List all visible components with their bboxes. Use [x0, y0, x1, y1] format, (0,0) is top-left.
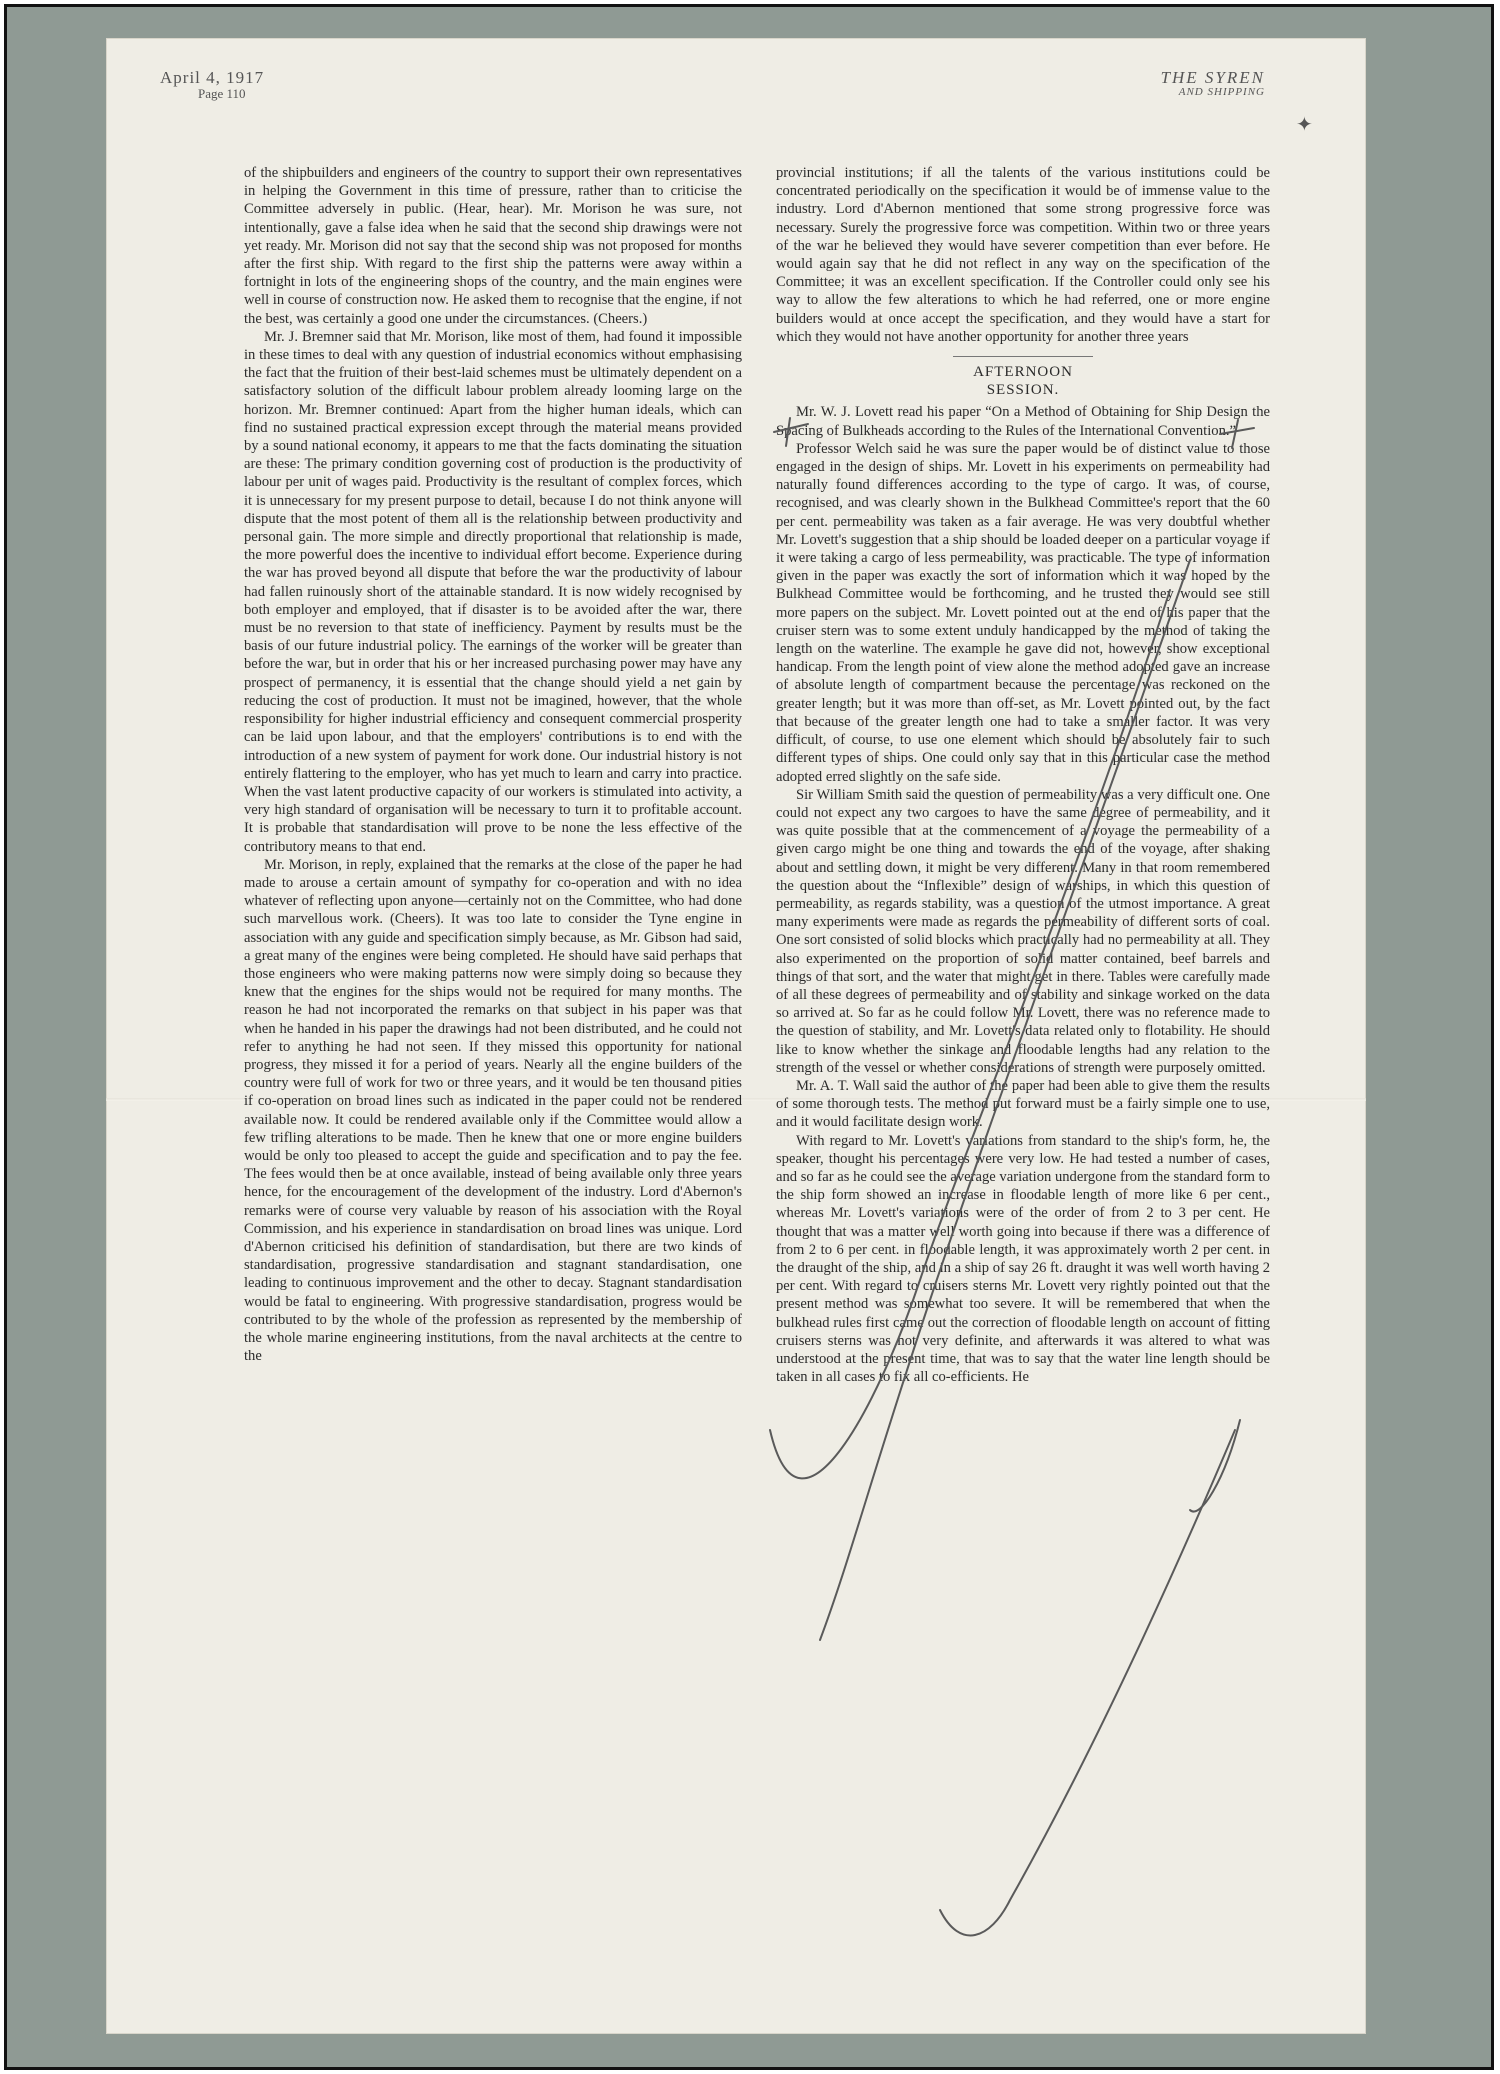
journal-subtitle: AND SHIPPING: [1178, 86, 1265, 98]
paragraph: provincial institutions; if all the talents of the various institutions could be concentrated periodically on the specification it would be of immense value to the industry. Lord d'Abernon mentioned that some strong progressive force was necessary. Surely the progressive force was competition. Within two or three years of the war he believed they would have severer competition than ever before. He would again say that he did not reflect in any way on the specification of the Committee; it was an excellent specification. If the Controller could only see his way to allow the few alterations to which he had referred, one or more engine builders would at once accept the specification, and they would have a start for which they would not have another opportunity for another three years: [776, 165, 1270, 345]
left-column: [244, 164, 742, 1365]
journal-title: THE SYREN: [1160, 68, 1265, 87]
paragraph: Mr. W. J. Lovett read his paper “On a Method of Obtaining for Ship Design the Spacing of Bulkheads according to the Rules of the International Convention.”: [776, 404, 1270, 439]
paragraph: Sir William Smith said the question of permeability was a very difficult one. One could not expect any two cargoes to have the same degree of permeability, and it was quite possible that at the commencement of a voyage the permeability of a given cargo might be one thing and towards the end of the voyage, after shaking about and settling down, it might be very different. Many in that room remembered the question about the “Inflexible” design of warships, in which this question of permeability, as regards stability, was a question of the utmost importance. A great many experiments were made as regards the permeability of different sorts of coal. One sort consisted of solid blocks which practically had no permeability at all. They also experimented on the proportion of solid matter contained, beef barrels and things of that sort, and the water that might get in there. Tables were carefully made of all these degrees of permeability and of stability and sinkage worked on the data so arrived at. So far as he could follow Mr. Lovett, there was no reference made to the question of stability, and Mr. Lovett's data related only to flotability. He should like to know whether the sinkage and floodable lengths had any relation to the strength of the vessel or whether considerations of strength were purposely omitted.: [776, 786, 1270, 1076]
section-heading: AFTERNOON SESSION.: [953, 356, 1093, 399]
right-column: [776, 164, 1270, 1386]
page-header-right: [1155, 68, 1265, 98]
paragraph: of the shipbuilders and engineers of the country to support their own representatives in helping the Government in this time of pressure, rather than to criticise the Committee adversely in public. (Hear, hear). Mr. Morison he was sure, not intentionally, gave a false idea when he said that the second ship drawings were not yet ready. Mr. Morison did not say that the second ship was not proposed for months after the first ship. With regard to the first ship the patterns were away within a fortnight in lots of the engineering shops of the country, and the main engines were well in course of construction now. He asked them to recognise that the engine, if not the best, was certainly a good one under the circumstances. (Cheers.): [244, 165, 742, 327]
paragraph: With regard to Mr. Lovett's variations from standard to the ship's form, he, the speaker, thought his percentages were very low. He had tested a number of cases, and so far as he could see the average variation undergone from the standard form to the ship form showed an increase in floodable length of more like 6 per cent., whereas Mr. Lovett's variations were of the order of from 2 to 3 per cent. He thought that was a matter well worth going into because if there was a difference of from 2 to 6 per cent. in floodable length, it was approximately worth 2 per cent. in the draught of the ship, and in a ship of say 26 ft. draught it was well worth having 2 per cent. With regard to cruisers sterns Mr. Lovett very rightly pointed out that the present method was somewhat too severe. It will be remembered that when the bulkhead rules first came out the correction of floodable length on account of fitting cruisers sterns was not very definite, and afterwards it was altered to what was understood at the present time, that was to say that the water line length should be taken in all cases to fix all co-efficients. He: [776, 1132, 1270, 1386]
paragraph: Professor Welch said he was sure the paper would be of distinct value to those engaged in the design of ships. Mr. Lovett in his experiments on permeability had naturally found differences according to the type of cargo. It was, of course, recognised, and was clearly shown in the Bulkhead Committee's report that the 60 per cent. permeability was taken as a fair average. He was very doubtful whether Mr. Lovett's suggestion that a ship should be loaded deeper on a particular voyage if it were taking a cargo of less permeability, was practicable. The type of information given in the paper was exactly the sort of information which it was hoped by the Bulkhead Committee would be forthcoming, and he trusted they would see still more papers on the subject. Mr. Lovett pointed out at the end of his paper that the cruiser stern was to some extent unduly handicapped by the method of taking the length on the waterline. The example he gave did not, however, show exceptional handicap. From the length point of view alone the method adopted gave an increase of absolute length of compartment because the percentage was reckoned on the greater length; but it was more than off-set, as Mr. Lovett pointed out, by the fact that because of the greater length one had to take a smaller factor. It was very difficult, of course, to use one element which should be absolutely fair to such different types of ships. One could only say that in this particular case the method adopted erred slightly on the safe side.: [776, 440, 1270, 785]
paragraph: Mr. A. T. Wall said the author of the paper had been able to give them the results of some thorough tests. The method put forward must be a fairly simple one to use, and it would facilitate design work.: [776, 1077, 1270, 1131]
issue-date: April 4, 1917: [160, 68, 265, 87]
page-number: Page 110: [198, 86, 246, 101]
page-header-left: [160, 68, 264, 102]
paragraph: Mr. J. Bremner said that Mr. Morison, like most of them, had found it impossible in these times to deal with any question of industrial economics without emphasising the fact that the fruition of their best-laid schemes must be ultimately dependent on a satisfactory solution of the difficult labour problem already looming large on the horizon. Mr. Bremner continued: Apart from the higher human ideals, which can find no sustained practical expression except through the material means provided by a sound national economy, it appears to me that the facts dominating the situation are these: The primary condition governing cost of production is the productivity of labour per unit of wages paid. Productivity is the resultant of complex forces, which it is unnecessary for my present purpose to detail, because I do not think anyone will dispute that the most potent of them all is the relationship between productivity and personal gain. The more simple and directly proportional that relationship is made, the more powerful does the incentive to individual effort become. Experience during the war has proved beyond all dispute that before the war the productivity of labour had fallen ruinously short of the attainable standard. It is now widely recognised by both employer and employed, that if disaster is to be avoided after the war, there must be no reversion to that state of inefficiency. Payment by results must be the basis of our future industrial policy. The earnings of the worker will be greater than before the war, but in order that his or her increased purchasing power may have any prospect of permanency, it is essential that the change should yield a net gain by reducing the cost of production. It must not be imagined, however, that the whole responsibility for higher industrial efficiency and consequent commercial prosperity can be laid upon labour, and that the employers' contributions is to end with the introduction of a new system of payment for work done. Our industrial history is not entirely flattering to the employer, who has yet much to learn and carry into practice. When the vast latent productive capacity of our workers is stimulated into activity, a very high standard of organisation will be necessary to turn it to profitable account. It is probable that standardisation will prove to be none the less effective of the contributory means to that end.: [244, 328, 742, 855]
paragraph: Mr. Morison, in reply, explained that the remarks at the close of the paper he had made to arouse a certain amount of sympathy for co-operation and with no idea whatever of reflecting upon anyone—certainly not on the Committee, who had done such marvellous work. (Cheers). It was too late to consider the Tyne engine in association with any guide and specification simply because, as Mr. Gibson had said, a great many of the engines were being completed. He should have said perhaps that those engineers who were making patterns now were simply doing so because they knew that the engines for the ships would not be required for many months. The reason he had not incorporated the remarks on that subject in his paper was that when he handed in his paper the drawings had not been distributed, and he could not refer to anything he had not seen. If they missed this opportunity for national progress, they missed it for a period of years. Nearly all the engine builders of the country were full of work for two or three years, and it would be ten thousand pities if co-operation on broad lines such as indicated in the paper could not be rendered available now. It could be rendered available only if the Committee would allow a few trifling alterations to be made. Then he knew that one or more engine builders would be only too pleased to accept the guide and specification and to pay the fee. The fees would then be at once available, instead of being available only three years hence, for the encouragement of the development of the industry. Lord d'Abernon's remarks were of course very valuable by reason of his association with the Royal Commission, and his experience in standardisation on broad lines was unique. Lord d'Abernon criticised his definition of standardisation, but there are two kinds of standardisation, progressive standardisation and stagnant standardisation, one leading to continuous improvement and the other to decay. Stagnant standardisation would be fatal to engineering. With progressive standardisation, progress would be contributed to by the whole of the profession as represented by the membership of the whole marine engineering institutions, from the naval architects at the centre to the: [244, 856, 742, 1365]
corner-pencil-mark: ✦: [1296, 112, 1313, 136]
